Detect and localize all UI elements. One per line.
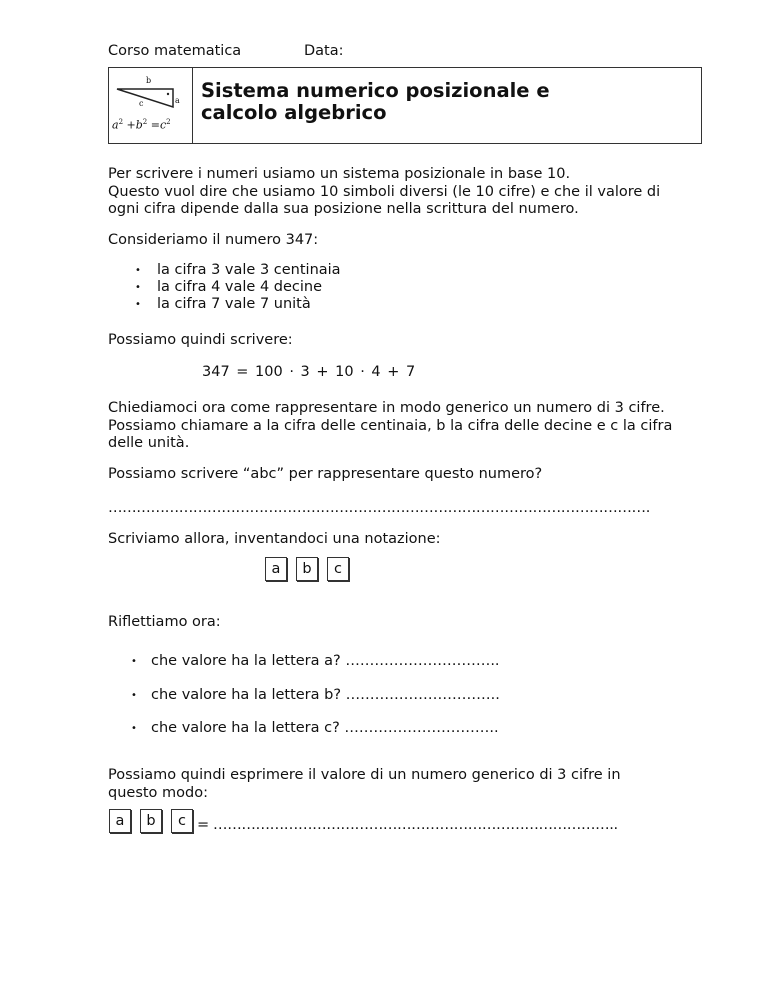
list-item: la cifra 4 vale 4 decine [157,279,323,295]
digit-box-c: c [327,557,349,581]
list-item: che valore ha la lettera c? ………………………….. [151,720,499,736]
digit-box-c: c [171,809,193,833]
bullet-icon: • [135,265,141,276]
course-name: Corso matematica [108,43,242,59]
digit-box-a: a [109,809,131,833]
pythagoras-formula: $a^2 +b^2 =c^2$ [112,118,171,132]
bullet-icon: • [135,282,141,293]
possiamo-text: Possiamo quindi scrivere: [108,332,293,348]
bullet-icon: • [131,723,137,734]
bullet-icon: • [135,299,141,310]
title-box-divider [192,68,193,143]
generic-paragraph: Chiediamoci ora come rappresentare in modo generico un numero di 3 cifre. Possiamo chiamare a la cifra delle centinaia, b la cifra delle decine e c la cifra delle unità. [108,400,673,451]
consider-text: Consideriamo il numero 347: [108,232,319,248]
final-paragraph: Possiamo quindi esprimere il valore di un numero generico di 3 cifre in questo modo: [108,767,621,801]
list-item: la cifra 7 vale 7 unità [157,296,311,312]
list-item: che valore ha la lettera b? ………………………….. [151,687,500,703]
final-equation-line: = ………………………………………………………………………….. [197,817,618,833]
bullet-icon: • [131,656,137,667]
date-label: Data: [304,43,344,59]
list-item: che valore ha la lettera a? ………………………….. [151,653,500,669]
digit-box-b: b [140,809,162,833]
logo-side-b: b [146,76,152,85]
bullet-icon: • [131,690,137,701]
digit-box-a: a [265,557,287,581]
logo-side-a: a [175,96,180,105]
logo-side-c: c [139,99,144,108]
answer-line: ……………………………………………………………………………………………………. [108,500,650,516]
scriviamo-text: Scriviamo allora, inventandoci una notazione: [108,531,441,547]
list-item: la cifra 3 vale 3 centinaia [157,262,341,278]
question-text: Possiamo scrivere “abc” per rappresentare questo numero? [108,466,543,482]
digit-box-b: b [296,557,318,581]
title-box [108,67,702,144]
page-title: Sistema numerico posizionale e calcolo algebrico [201,79,550,124]
equation: 347 = 100 · 3 + 10 · 4 + 7 [202,364,416,380]
riflettiamo-text: Riflettiamo ora: [108,614,221,630]
intro-paragraph: Per scrivere i numeri usiamo un sistema posizionale in base 10. Questo vuol dire che usiamo 10 simboli diversi (le 10 cifre) e che il valore di ogni cifra dipende dalla sua posizione nella scrittura del numero. [108,166,661,217]
